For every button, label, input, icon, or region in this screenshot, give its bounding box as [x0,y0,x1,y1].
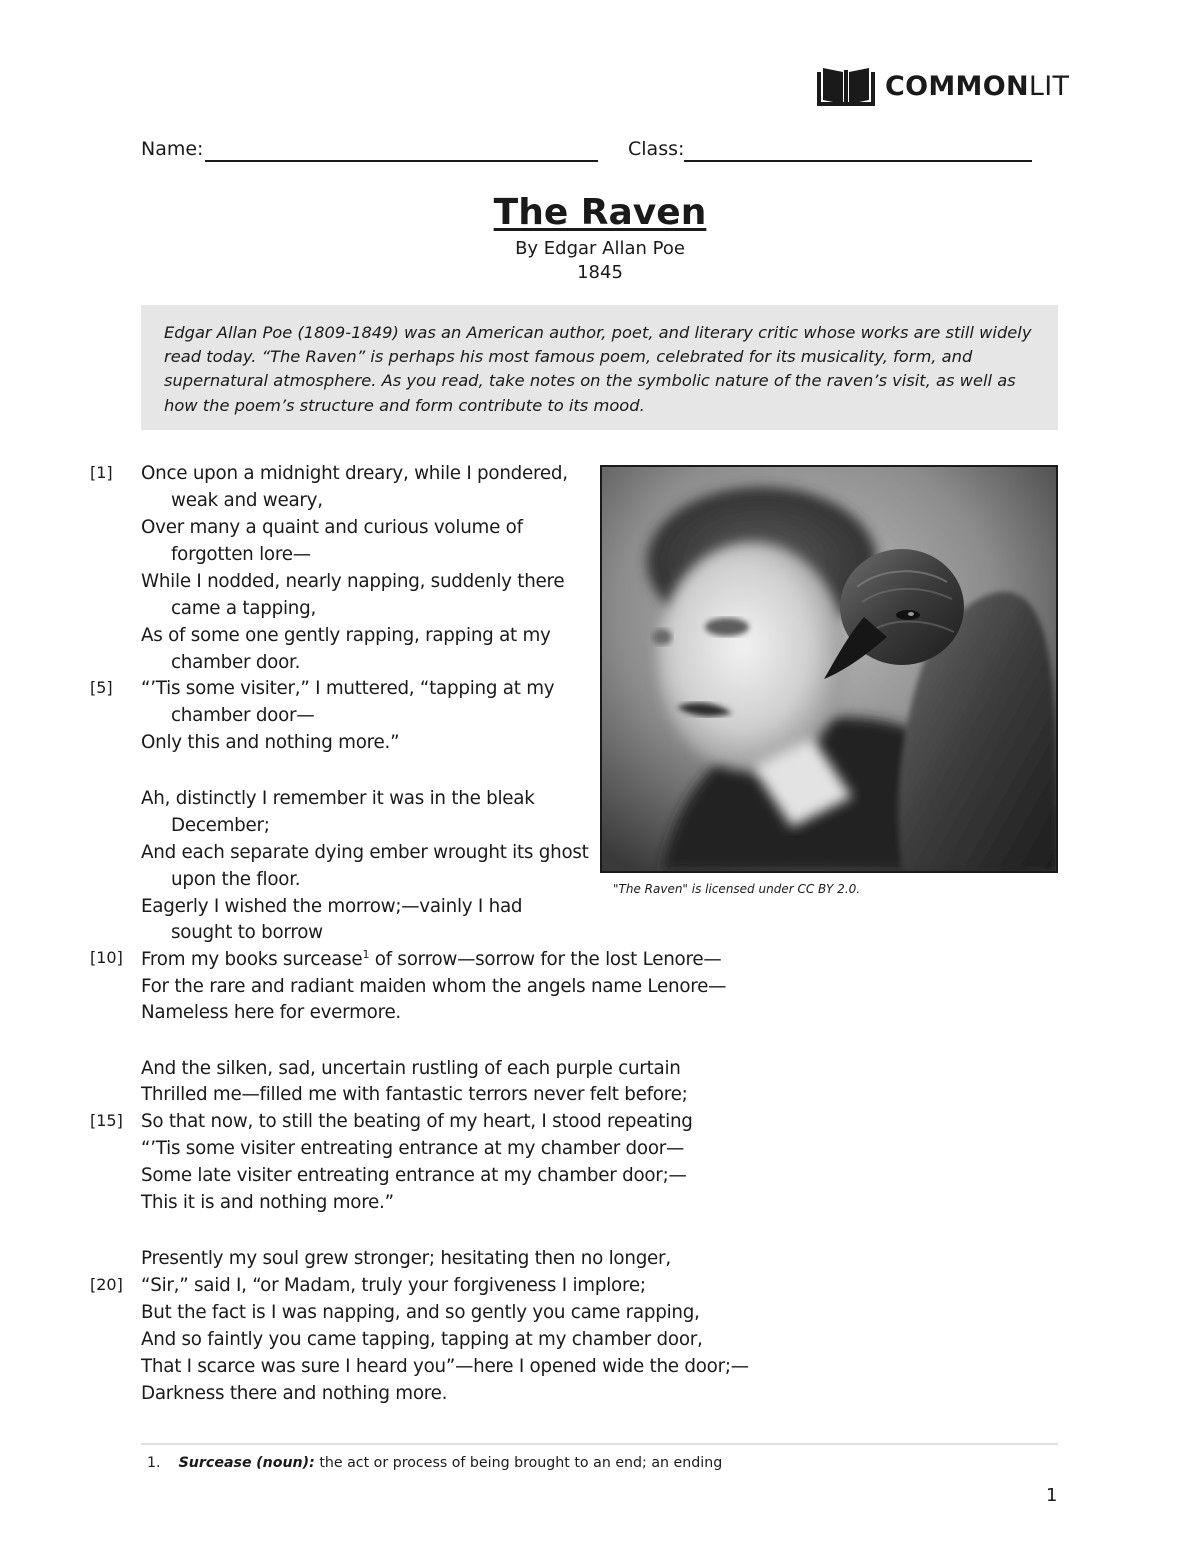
poem-line: Only this and nothing more.” [141,732,400,753]
poem-line: Thrilled me—filled me with fantastic terrors never felt before; [141,1084,688,1105]
footnote-number: 1. [147,1455,161,1471]
poem-line: This it is and nothing more.” [141,1192,394,1213]
poem-line: While I nodded, nearly napping, suddenly there [141,571,565,592]
poem-line: Once upon a midnight dreary, while I pondered, [141,463,568,484]
publication-year: 1845 [577,262,623,283]
line-number: [1] [90,463,113,482]
poem-line: December; [171,815,270,836]
open-book-icon [817,66,875,106]
poe-raven-illustration [602,467,1056,871]
poem-line: upon the floor. [171,869,301,890]
poem-line: Nameless here for evermore. [141,1002,401,1023]
poem-line: But the fact is I was napping, and so gently you came rapping, [141,1302,700,1323]
poem-line: Darkness there and nothing more. [141,1383,448,1404]
footnote-ref[interactable]: 1 [362,947,370,961]
poem-line: That I scarce was sure I heard you”—here I opened wide the door;— [141,1356,749,1377]
page-title: The Raven [493,192,707,233]
poem-line: And so faintly you came tapping, tapping at my chamber door, [141,1329,703,1350]
line-number: [5] [90,678,113,697]
intro-box: Edgar Allan Poe (1809-1849) was an American author, poet, and literary critic whose works are still widely read today. “The Raven” is perhaps his most famous poem, celebrated for its musicality, form, and supernatural atmosphere. As you read, take notes on the symbolic nature of the raven’s visit, as well as how the poem’s structure and form contribute to its mood. [141,305,1058,430]
poem-line: “’Tis some visiter entreating entrance at my chamber door— [141,1138,685,1159]
raven-photo [600,465,1058,873]
poem-line: “Sir,” said I, “or Madam, truly your forgiveness I implore; [141,1275,646,1296]
byline: By Edgar Allan Poe [515,238,685,259]
poem-line: Presently my soul grew stronger; hesitating then no longer, [141,1248,671,1269]
footnote-part-of-speech: (noun): [256,1455,315,1471]
class-label: Class: [628,138,685,160]
line-number: [15] [90,1111,123,1130]
page-number: 1 [1046,1485,1058,1506]
poem-line: From my books surcease$^1$ of sorrow—sorrow for the lost Lenore— [141,947,722,970]
poem-line: And the silken, sad, uncertain rustling of each purple curtain [141,1058,681,1079]
footnote-definition: the act or process of being brought to an end; an ending [314,1455,723,1471]
poem-line: As of some one gently rapping, rapping at my [141,625,551,646]
class-field[interactable] [684,160,1032,162]
logo-wordmark: COMMONLIT [885,70,1070,102]
name-field[interactable] [205,160,598,162]
line-number: [20] [90,1275,123,1294]
poem-line: Over many a quaint and curious volume of [141,517,523,538]
poem-line: sought to borrow [171,922,323,943]
poem-line: And each separate dying ember wrought its ghost [141,842,589,863]
image-caption: "The Raven" is licensed under CC BY 2.0. [613,882,861,896]
line-number: [10] [90,948,123,967]
name-label: Name: [141,138,204,160]
poem-line: weak and weary, [171,490,323,511]
poem-line: For the rare and radiant maiden whom the angels name Lenore— [141,976,727,997]
footnote [147,1455,722,1471]
commonlit-logo [817,66,1069,106]
poem-line: chamber door. [171,652,301,673]
poem-line: “’Tis some visiter,” I muttered, “tapping at my [141,678,555,699]
poem-line: Some late visiter entreating entrance at my chamber door;— [141,1165,687,1186]
poem-line: chamber door— [171,705,315,726]
poem-line: Eagerly I wished the morrow;—vainly I had [141,896,523,917]
poem-line: came a tapping, [171,598,317,619]
footnote-term: Surcease [178,1455,252,1471]
poem-line: Ah, distinctly I remember it was in the bleak [141,788,535,809]
poem-line: So that now, to still the beating of my heart, I stood repeating [141,1111,693,1132]
poem-line: forgotten lore— [171,544,311,565]
footnote-divider [141,1443,1058,1445]
